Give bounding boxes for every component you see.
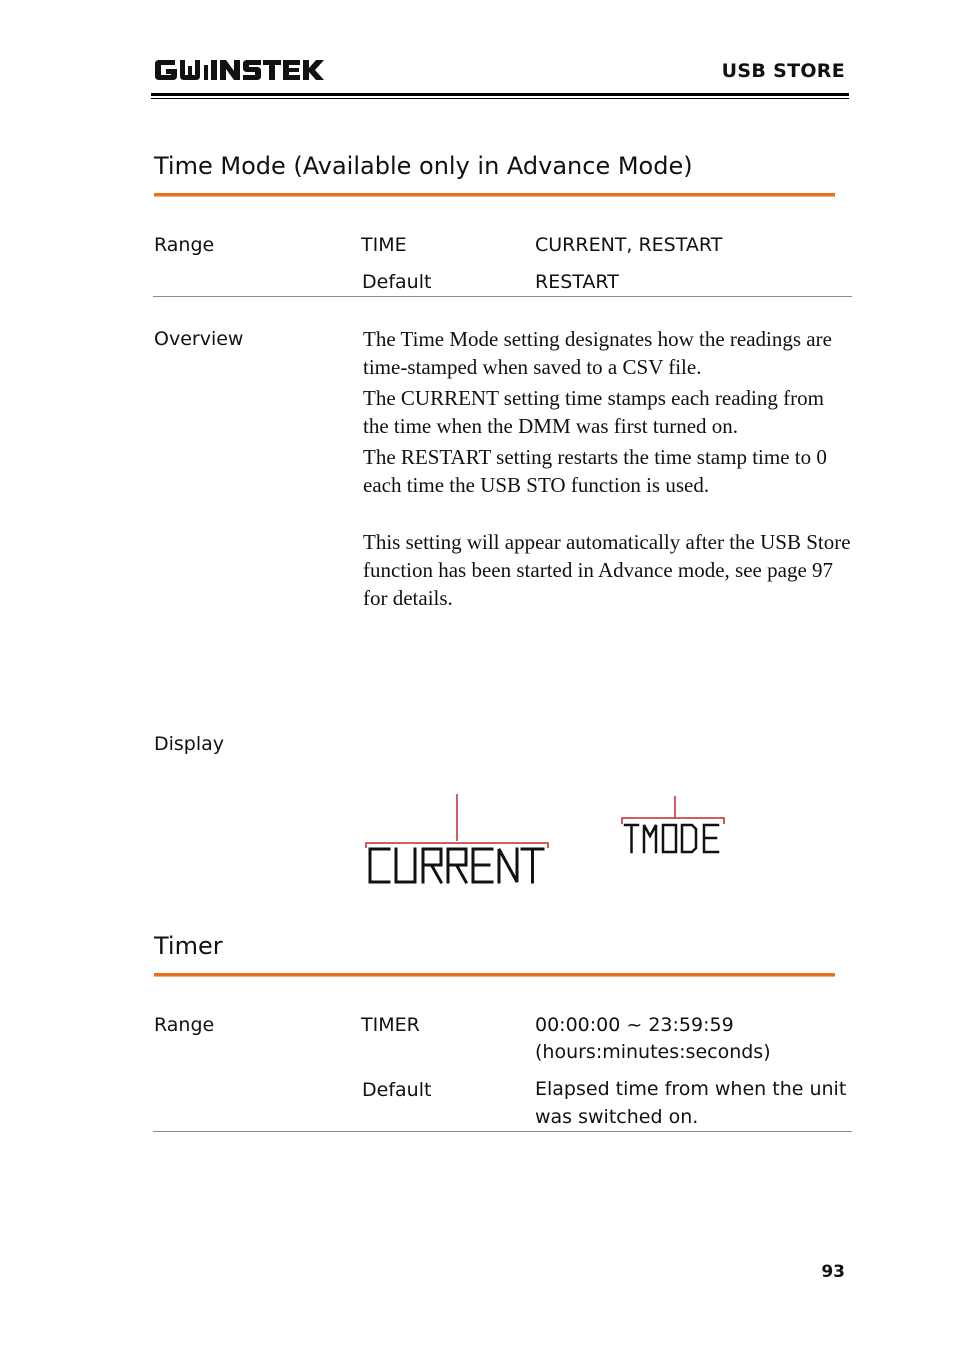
lcd-sub-display [620, 794, 730, 858]
lcd-main-text: CURRENT [362, 794, 367, 795]
timer-divider [153, 1131, 852, 1132]
param-options: CURRENT, RESTART [535, 234, 723, 256]
display-label: Display [154, 733, 225, 755]
overview-label: Overview [154, 328, 244, 350]
timer-default-label: Default [362, 1079, 432, 1101]
range-divider [153, 296, 852, 297]
section-title: USB STORE [721, 60, 845, 82]
timer-param-name: TIMER [361, 1014, 420, 1036]
time-mode-heading-rule [154, 193, 835, 196]
overview-paragraph: This setting will appear automatically after the USB Store function has been started in Advance mode, see page 97 for details. [363, 530, 851, 610]
time-mode-heading: Time Mode (Available only in Advance Mode) [154, 152, 693, 180]
timer-heading-rule [154, 973, 835, 976]
timer-range-label: Range [154, 1014, 215, 1036]
overview-paragraph: The CURRENT setting time stamps each reading from the time when the DMM was first turned on. [363, 386, 824, 438]
param-name: TIME [361, 234, 407, 256]
timer-param-range: 00:00:00 ~ 23:59:59 [535, 1014, 734, 1036]
timer-default-value: Elapsed time from when the unit was switched on. [535, 1078, 847, 1128]
lcd-main-display [362, 794, 554, 890]
range-label: Range [154, 234, 215, 256]
gw-instek-logo [153, 56, 325, 84]
timer-param-units: (hours:minutes:seconds) [535, 1041, 771, 1063]
page-number: 93 [821, 1262, 845, 1282]
header-rule [151, 93, 849, 96]
lcd-sub-text: TMODE [620, 794, 624, 795]
header-rule-thin [151, 98, 849, 99]
timer-heading: Timer [154, 932, 223, 960]
default-value: RESTART [535, 271, 619, 293]
overview-paragraph: The RESTART setting restarts the time stamp time to 0 each time the USB STO function is used. [363, 445, 827, 497]
overview-paragraph: The Time Mode setting designates how the readings are time-stamped when saved to a CSV file. [363, 327, 832, 379]
default-label: Default [362, 271, 432, 293]
overview-text [363, 325, 853, 615]
